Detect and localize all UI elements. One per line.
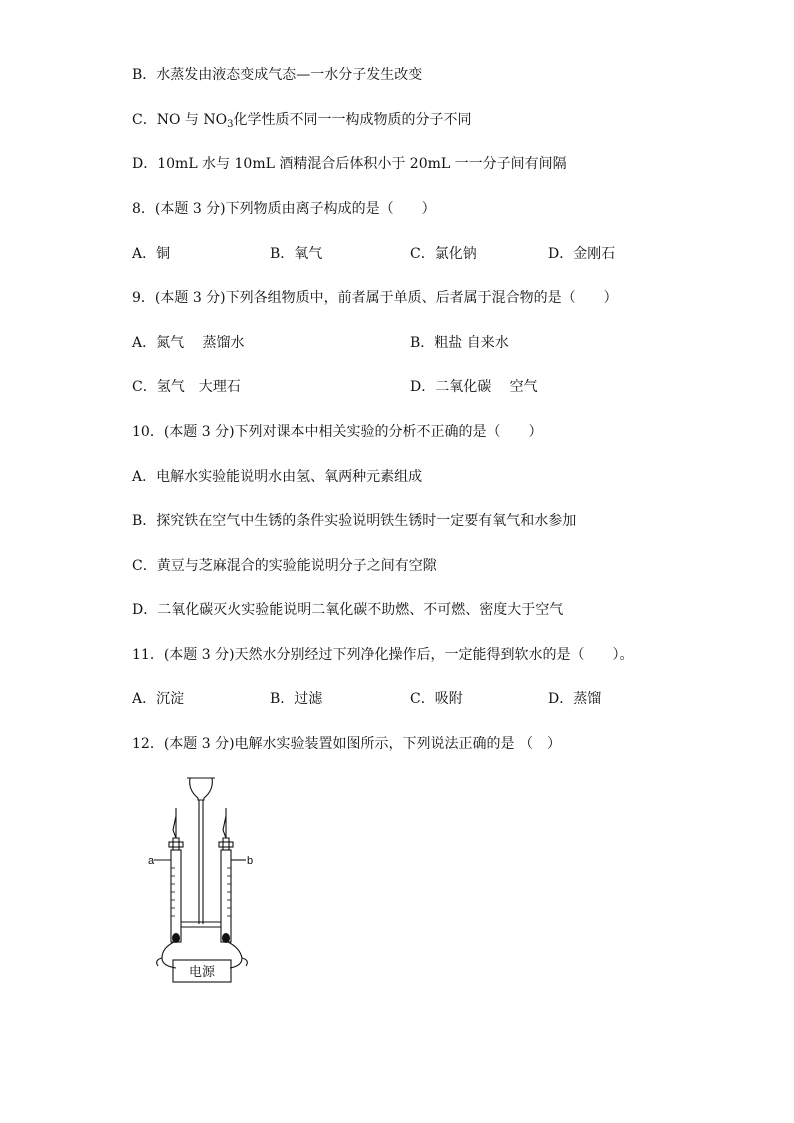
q8-option-d: D．金刚石: [548, 246, 616, 262]
left-wire: [162, 942, 176, 968]
q12-stem: 12．(本题 3 分)电解水实验装置如图所示，下列说法正确的是 （ ）: [132, 736, 561, 752]
left-valve-neck: [173, 838, 179, 850]
q7-option-c-sub: 3: [227, 119, 234, 130]
q8-option-c: C．氯化钠: [410, 246, 477, 262]
electrolysis-apparatus-diagram: [140, 772, 280, 994]
q7-option-d: D．10mL 水与 10mL 酒精混合后体积小于 20mL 一一分子间有间隔: [132, 156, 567, 172]
label-a: a: [148, 855, 155, 867]
funnel-bulb: [190, 778, 213, 800]
right-tube: [221, 850, 231, 942]
left-stopcock: [169, 842, 183, 847]
q11-option-a: A．沉淀: [132, 691, 185, 707]
right-electrode: [222, 933, 230, 943]
q9-option-b: B．粗盐 自来水: [410, 335, 509, 351]
left-valve-tip: [173, 816, 176, 838]
q8-option-a: A．铜: [132, 246, 171, 262]
q9-option-d: D．二氧化碳 空气: [410, 379, 538, 395]
q7-option-c-pre: C．NO 与 NO: [132, 112, 228, 128]
q10-stem: 10．(本题 3 分)下列对课本中相关实验的分析不正确的是（ ）: [132, 424, 543, 440]
q7-option-c-post: 化学性质不同一一构成物质的分子不同: [233, 112, 472, 128]
q8-option-b: B．氧气: [270, 246, 323, 262]
q10-option-a: A．电解水实验能说明水由氢、氧两种元素组成: [132, 469, 423, 485]
q11-stem: 11．(本题 3 分)天然水分别经过下列净化操作后，一定能得到软水的是（ ）。: [132, 647, 634, 663]
q10-option-d: D．二氧化碳灭火实验能说明二氧化碳不助燃、不可燃、密度大于空气: [132, 602, 564, 618]
q10-option-b: B．探究铁在空气中生锈的条件实验说明铁生锈时一定要有氧气和水参加: [132, 513, 577, 529]
tube-scale-marks: [171, 868, 231, 916]
label-b: b: [247, 855, 254, 867]
q11-option-c: C．吸附: [410, 691, 463, 707]
q7-option-c: [132, 110, 471, 135]
electrolysis-apparatus-svg: [140, 772, 280, 994]
q11-option-b: B．过滤: [270, 691, 323, 707]
power-label: 电源: [188, 965, 216, 980]
right-stopcock: [219, 842, 233, 847]
q9-option-c: C．氢气 大理石: [132, 379, 241, 395]
left-tube: [171, 850, 181, 942]
q10-option-c: C．黄豆与芝麻混合的实验能说明分子之间有空隙: [132, 558, 437, 574]
q9-stem: 9．(本题 3 分)下列各组物质中，前者属于单质、后者属于混合物的是（ ）: [132, 290, 618, 306]
q7-option-b: B．水蒸发由液态变成气态—一水分子发生改变: [132, 67, 423, 83]
right-valve-neck: [223, 838, 229, 850]
q8-stem: 8．(本题 3 分)下列物质由离子构成的是（ ）: [132, 201, 436, 217]
q9-option-a: A．氮气 蒸馏水: [132, 335, 245, 351]
q11-option-d: D．蒸馏: [548, 691, 602, 707]
right-wire: [228, 942, 242, 968]
left-electrode: [172, 933, 180, 943]
right-valve-tip: [223, 816, 226, 838]
